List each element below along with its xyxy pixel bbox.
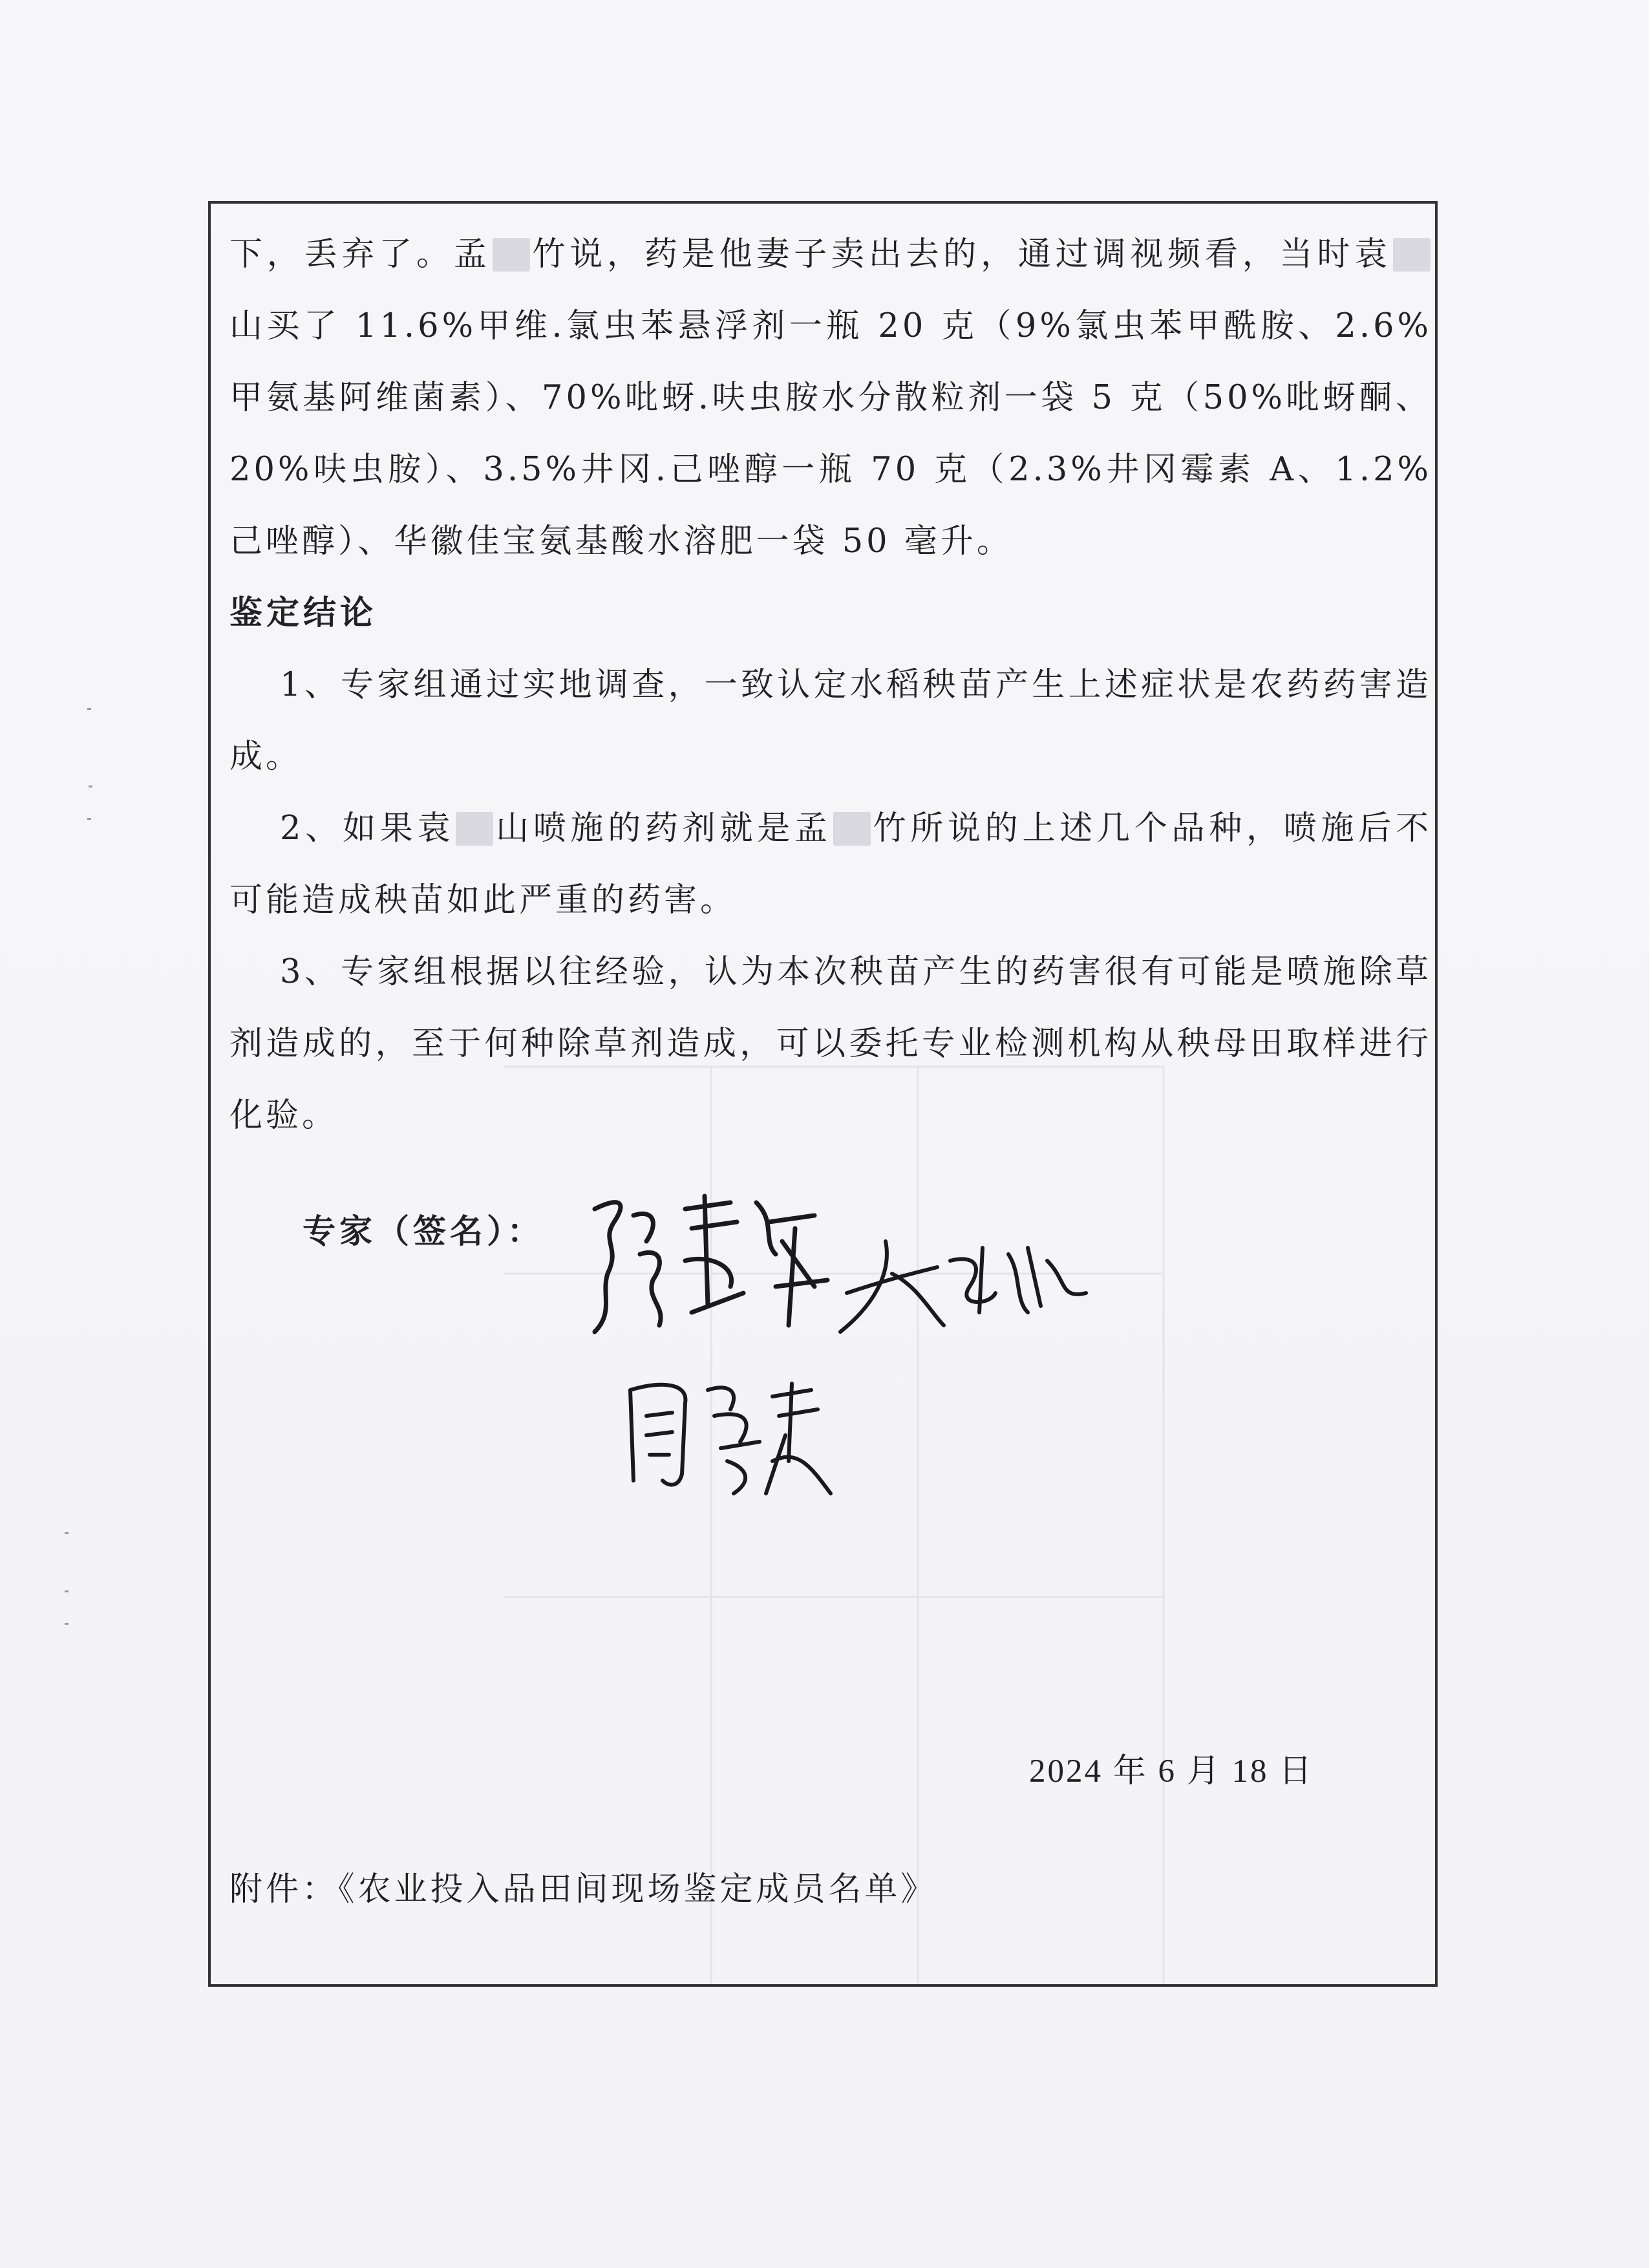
document-date: 2024 年 6 月 18 日 (1029, 1753, 1314, 1790)
text-run: 山买了 11.6%甲维.氯虫苯悬浮剂一瓶 20 克（9%氯虫苯甲酰胺、2.6%甲氨基阿维菌素）、70%吡蚜.呋虫胺水分散粒剂一袋 5 克（50%吡蚜酮、20%呋虫胺）、3.5%井冈.己唑醇一瓶 70 克（2.3%井冈霉素 A、1.2%己唑醇）、华徽佳宝氨基酸水溶肥一袋 50 毫升。 (229, 307, 1432, 561)
attachment-note: 附件：《农业投入品田间现场鉴定成员名单》 (229, 1870, 937, 1909)
text-run: 下，丢弃了。孟 (229, 235, 491, 273)
signature-3 (617, 1364, 837, 1506)
scan-speck (87, 708, 91, 710)
scan-speck (65, 1532, 69, 1534)
signature-1 (582, 1183, 840, 1351)
text-run: 竹所说的上述几个品种，喷施后不可能造成秧苗如此严重的药害。 (229, 809, 1432, 919)
text-run: 竹说，药是他妻子卖出去的，通过调视频看，当时袁 (531, 235, 1392, 273)
redaction-box (1393, 238, 1431, 272)
scan-speck (65, 1623, 69, 1625)
section-heading: 鉴定结论 (229, 594, 378, 632)
scan-speck (87, 818, 91, 820)
signature-label: 专家（签名）： (303, 1212, 544, 1251)
signature-2 (834, 1222, 1092, 1351)
text-run: 2、如果袁 (280, 809, 455, 848)
redaction-box (456, 812, 493, 846)
text-run: 山喷施的药剂就是孟 (495, 809, 832, 848)
conclusion-3: 3、专家组根据以往经验，认为本次秧苗产生的药害很有可能是喷施除草剂造成的，至于何种除草剂造成，可以委托专业检测机构从秧母田取样进行化验。 (229, 953, 1432, 1135)
scan-speck (65, 1590, 69, 1592)
redaction-box (833, 812, 871, 846)
scan-speck (89, 786, 92, 787)
paragraph-findings (229, 219, 1432, 577)
conclusion-2 (229, 793, 1432, 936)
redaction-box (493, 238, 530, 272)
document-body (229, 219, 1432, 1151)
conclusion-1: 1、专家组通过实地调查，一致认定水稻秧苗产生上述症状是农药药害造成。 (229, 666, 1432, 776)
